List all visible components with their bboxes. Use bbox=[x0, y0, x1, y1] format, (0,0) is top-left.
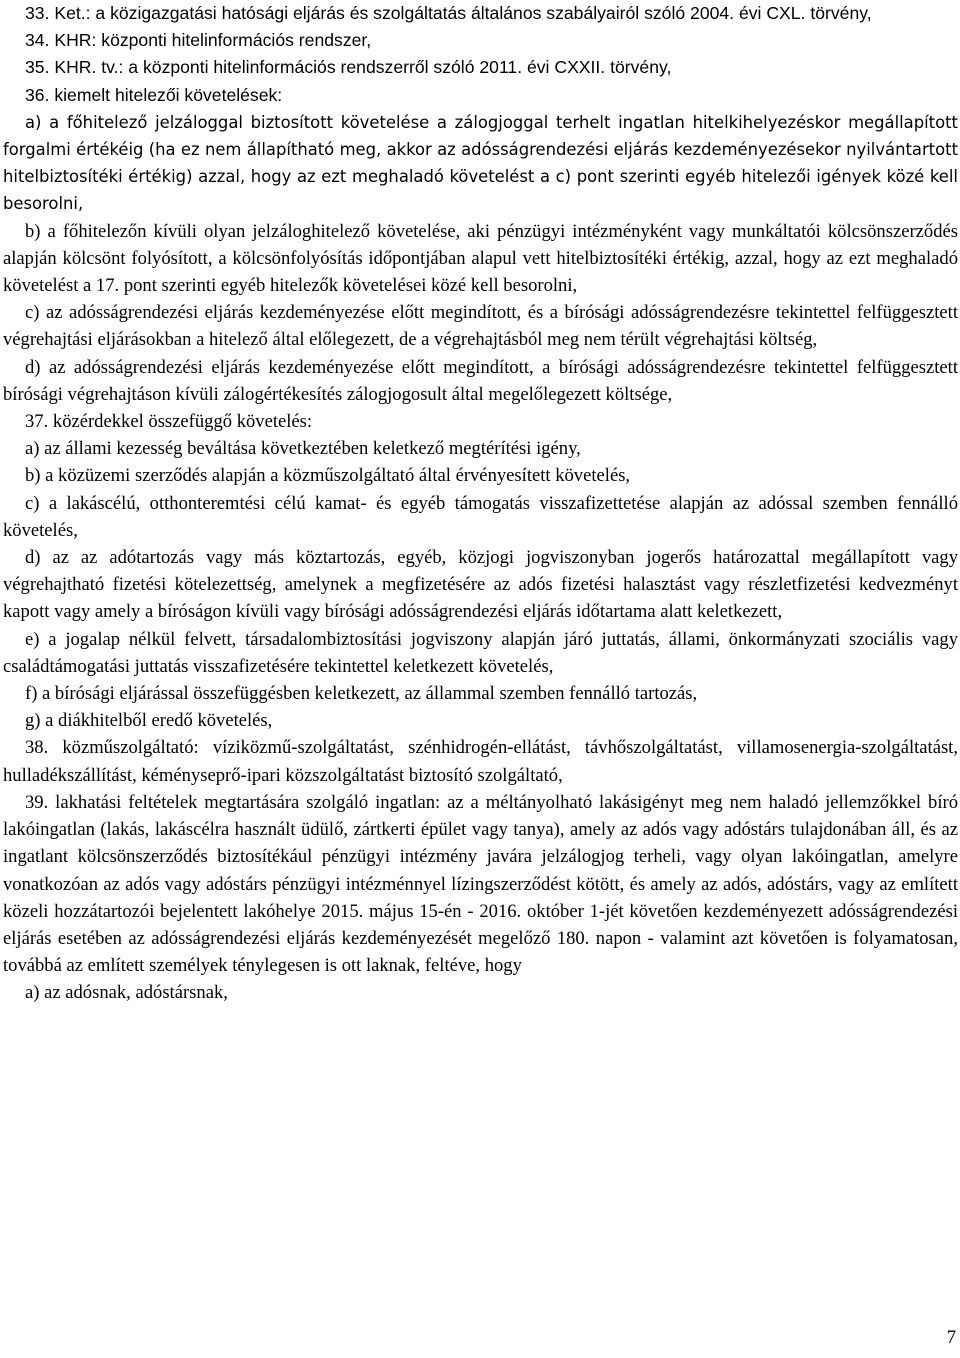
paragraph-36a: a) a főhitelező jelzáloggal biztosított követelése a zálogjoggal terhelt ingatlan hitelkihelyezéskor megállapított forgalmi értékéig (ha ez nem állapítható meg, akkor az adósságrendezési eljárás kezdeményezésekor nyilvántartott hitelbiztosítéki értékig) azzal, hogy az ezt meghaladó követelést a c) pont szerinti egyéb hitelezői igények közé kell besorolni, bbox=[3, 112, 958, 214]
paragraph-37a: a) az állami kezesség beváltása következtében keletkező megtérítési igény, bbox=[25, 438, 581, 460]
paragraph-36b: b) a főhitelezőn kívüli olyan jelzáloghitelező követelése, aki pénzügyi intézményként vagy munkáltatói kölcsönszerződés alapján kölcsönt folyósított, a kölcsönfolyósítás időpontjában alapul vett hitelbiztosítéki értékig, azzal, hogy az ezt meghaladó követelést a 17. pont szerinti egyéb hitelezők követelései közé kell besorolni, bbox=[3, 220, 958, 297]
paragraph-37c: c) a lakáscélú, otthonteremtési célú kamat- és egyéb támogatás visszafizettetése alapján az adóssal szemben fennálló követelés, bbox=[3, 492, 958, 541]
document-page bbox=[3, 0, 958, 1007]
paragraph-37: 37. közérdekkel összefüggő követelés: bbox=[25, 411, 313, 433]
paragraph-37b: b) a közüzemi szerződés alapján a közműszolgáltató által érvényesített követelés, bbox=[25, 465, 631, 487]
paragraph-33: 33. Ket.: a közigazgatási hatósági eljárás és szolgáltatás általános szabályairól szóló 2004. évi CXL. törvény, bbox=[25, 3, 872, 23]
paragraph-36: 36. kiemelt hitelezői követelések: bbox=[25, 84, 283, 105]
paragraph-39: 39. lakhatási feltételek megtartására szolgáló ingatlan: az a méltányolható lakásigényt meg nem haladó jellemzőkkel bíró lakóingatlan (lakás, lakáscélra használt üdülő, zártkerti épület vagy tanya), amely az adós vagy adóstárs tulajdonában áll, és az ingatlant kölcsönszerződés biztosítékául pénzügyi intézmény javára jelzálogjog terheli, vagy olyan lakóingatlan, amelyre vonatkozóan az adós vagy adóstárs pénzügyi intézménnyel lízingszerződést kötött, és amely az adós, adóstárs, vagy az említett közeli hozzátartozói bejelentett lakóhelye 2015. május 15-én - 2016. október 1-jét követően kezdeményezett adósságrendezési eljárás esetében az adósságrendezési eljárás kezdeményezését megelőző 180. napon - valamint azt követően is folyamatosan, továbbá az említett személyek ténylegesen is ott laknak, feltéve, hogy bbox=[3, 791, 958, 977]
paragraph-36d: d) az adósságrendezési eljárás kezdeményezése előtt megindított, a bírósági adósságrendezésre tekintettel felfüggesztett bírósági végrehajtáson kívüli zálogértékesítés zálogjogosult által megelőlegezett költsége, bbox=[3, 356, 958, 405]
paragraph-37e: e) a jogalap nélkül felvett, társadalombiztosítási jogviszony alapján járó juttatás, állami, önkormányzati szociális vagy családtámogatási juttatás visszafizetésére tekintettel keletkezett követelés, bbox=[3, 628, 958, 677]
paragraph-36c: c) az adósságrendezési eljárás kezdeményezése előtt megindított, és a bírósági adósságrendezésre tekintettel felfüggesztett végrehajtási eljárásokban a hitelező által előlegezett, de a végrehajtásból meg nem térült végrehajtási költség, bbox=[3, 302, 958, 351]
page-number: 7 bbox=[946, 1327, 956, 1348]
paragraph-35: 35. KHR. tv.: a központi hitelinformációs rendszerről szóló 2011. évi CXXII. törvény, bbox=[25, 57, 672, 78]
paragraph-37d: d) az az adótartozás vagy más köztartozás, egyéb, közjogi jogviszonyban jogerős határozattal megállapított vagy végrehajtható fizetési kötelezettség, amelynek a megfizetésére az adós fizetési halasztást vagy részletfizetési kedvezményt kapott vagy amely a bíróságon kívüli vagy bírósági adósságrendezési eljárás időtartama alatt keletkezett, bbox=[3, 547, 958, 623]
paragraph-34: 34. KHR: központi hitelinformációs rendszer, bbox=[25, 30, 372, 51]
paragraph-39a: a) az adósnak, adóstársnak, bbox=[25, 982, 228, 1004]
paragraph-37g: g) a diákhitelből eredő követelés, bbox=[25, 710, 273, 732]
paragraph-38: 38. közműszolgáltató: víziközmű-szolgáltatást, szénhidrogén-ellátást, távhőszolgáltatást, villamosenergia-szolgáltatást, hulladékszállítást, kéményseprő-ipari közszolgáltatást biztosító szolgáltató, bbox=[3, 737, 958, 786]
paragraph-37f: f) a bírósági eljárással összefüggésben keletkezett, az állammal szemben fennálló tartozás, bbox=[25, 683, 698, 705]
